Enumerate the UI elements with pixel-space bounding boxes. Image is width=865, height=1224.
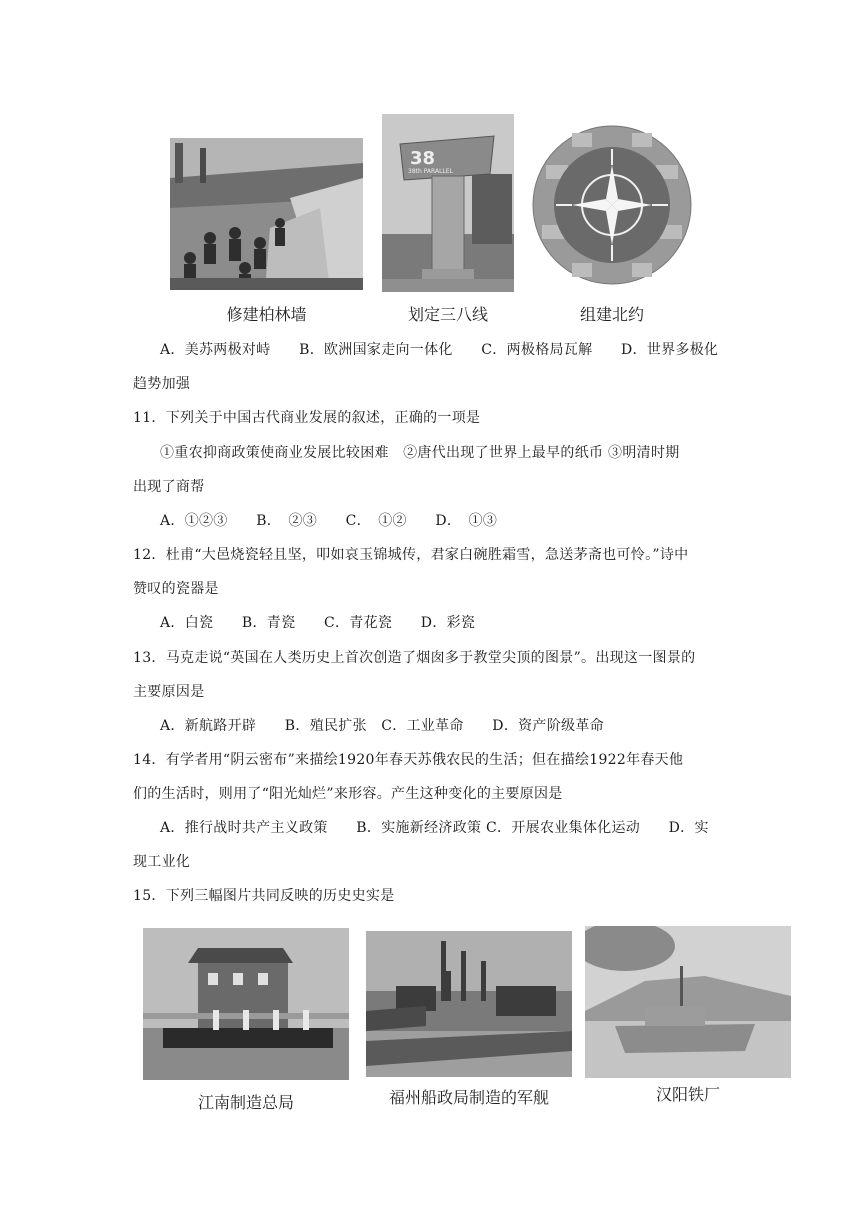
jiangnan-arsenal-caption: 江南制造总局 (197, 1093, 294, 1112)
q11-items: ①重农抑商政策使商业发展比较困难 ②唐代出现了世界上最早的纸币 ③明清时期 (160, 445, 680, 461)
q14-options-cont: 现工业化 (133, 854, 191, 870)
38th-parallel-photo (382, 114, 514, 292)
nato-emblem-icon (532, 125, 692, 285)
jiangnan-arsenal-photo (143, 928, 349, 1080)
nato-caption: 组建北约 (579, 305, 644, 324)
q12-stem: 12．杜甫“大邑烧瓷轻且坚，叩如哀玉锦城传，君家白碗胜霜雪，急送茅斋也可怜。”诗中 (133, 547, 689, 563)
nato-figure (532, 125, 692, 324)
q11-items-cont: 出现了商帮 (133, 479, 205, 495)
q10-options-cont: 趋势加强 (133, 376, 191, 392)
fuzhou-shipyard-figure (366, 931, 572, 1107)
hanyang-ironworks-caption: 汉阳铁厂 (655, 1085, 720, 1104)
q14-stem: 14．有学者用“阴云密布”来描绘1920年春天苏俄农民的生活；但在描绘1922年春天他 (133, 752, 684, 768)
q13-options: A．新航路开辟 B．殖民扩张 C．工业革命 D．资产阶级革命 (160, 718, 604, 734)
berlin-wall-photo (170, 138, 363, 290)
fuzhou-shipyard-caption: 福州船政局制造的军舰 (388, 1088, 549, 1107)
q15-stem: 15．下列三幅图片共同反映的历史史实是 (133, 888, 395, 904)
q13-stem-cont: 主要原因是 (133, 684, 205, 700)
jiangnan-arsenal-figure (143, 928, 349, 1112)
38th-parallel-figure (382, 114, 514, 324)
q12-options: A．白瓷 B．青瓷 C．青花瓷 D．彩瓷 (160, 615, 476, 631)
hanyang-ironworks-photo (585, 926, 791, 1078)
q13-stem: 13．马克走说“英国在人类历史上首次创造了烟囱多于教堂尖顶的图景”。出现这一图景的 (133, 650, 696, 666)
q10-options: A．美苏两极对峙 B．欧洲国家走向一体化 C．两极格局瓦解 D．世界多极化 (160, 342, 719, 358)
q11-stem: 11．下列关于中国古代商业发展的叙述，正确的一项是 (133, 410, 481, 426)
hanyang-ironworks-figure (585, 926, 791, 1104)
sign-subtext: 38th PARALLEL (408, 168, 453, 175)
38th-parallel-caption: 划定三八线 (407, 305, 488, 324)
q14-stem-cont: 们的生活时，则用了“阳光灿烂”来形容。产生这种变化的主要原因是 (133, 786, 563, 802)
berlin-wall-caption: 修建柏林墙 (226, 305, 307, 324)
sign-number: 38 (410, 148, 436, 169)
q11-options: A．①②③ B． ②③ C． ①② D． ①③ (160, 513, 498, 529)
berlin-wall-figure (170, 138, 363, 324)
q12-stem-cont: 赞叹的瓷器是 (133, 581, 219, 597)
q14-options: A．推行战时共产主义政策 B．实施新经济政策 C．开展农业集体化运动 D．实 (160, 820, 709, 836)
fuzhou-shipyard-photo (366, 931, 572, 1077)
